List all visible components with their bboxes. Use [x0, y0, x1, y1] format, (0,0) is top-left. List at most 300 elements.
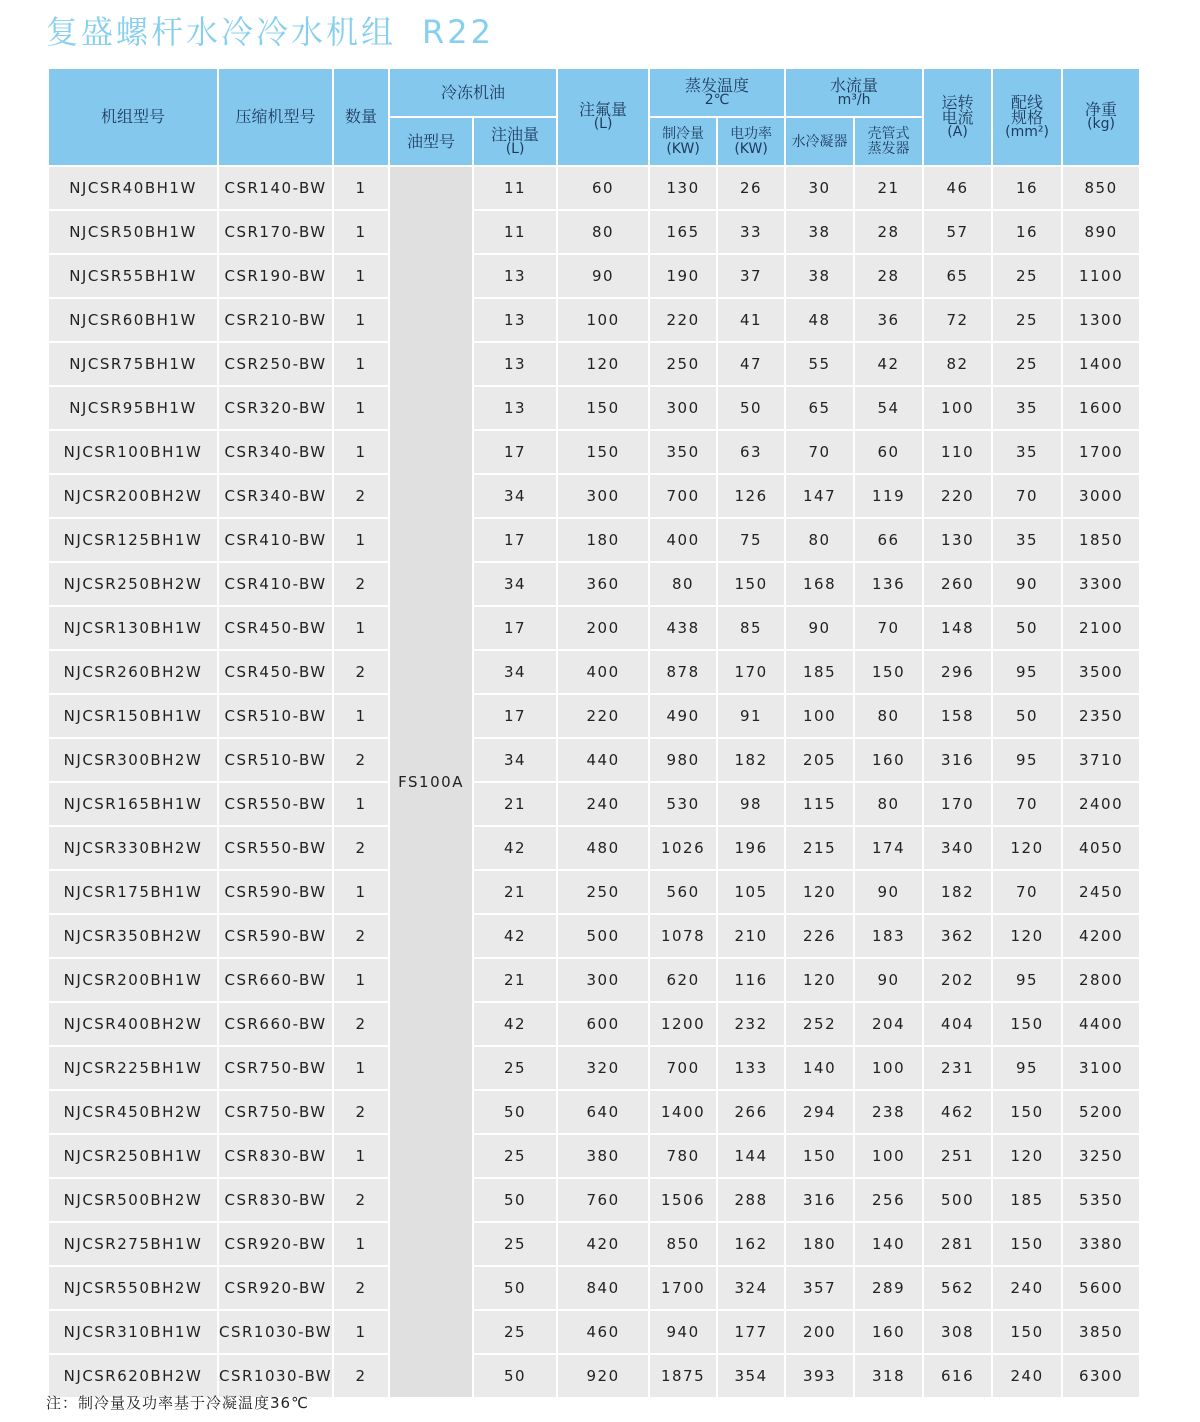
cell-net-weight: 3850 [1063, 1311, 1139, 1353]
cell-cooling-capacity: 1200 [650, 1003, 716, 1045]
cell-refrigerant-fill: 400 [558, 651, 648, 693]
cell-condenser-flow: 150 [786, 1135, 853, 1177]
cell-cooling-capacity: 1078 [650, 915, 716, 957]
cell-condenser-flow: 205 [786, 739, 853, 781]
cell-wiring-spec: 95 [993, 959, 1061, 1001]
cell-evaporator-flow: 90 [855, 959, 922, 1001]
cell-cooling-capacity: 1026 [650, 827, 716, 869]
cell-quantity: 2 [334, 1179, 388, 1221]
cell-quantity: 1 [334, 607, 388, 649]
header-running-current: 运转 电流 (A) [924, 69, 991, 165]
cell-compressor-model: CSR340-BW [219, 431, 332, 473]
cell-wiring-spec: 50 [993, 607, 1061, 649]
cell-quantity: 2 [334, 651, 388, 693]
table-row [49, 1135, 1139, 1177]
cell-compressor-model: CSR170-BW [219, 211, 332, 253]
cell-refrigerant-fill: 120 [558, 343, 648, 385]
cell-cooling-capacity: 250 [650, 343, 716, 385]
cell-cooling-capacity: 350 [650, 431, 716, 473]
cell-power-input: 170 [718, 651, 784, 693]
cell-power-input: 85 [718, 607, 784, 649]
cell-running-current: 296 [924, 651, 991, 693]
cell-power-input: 37 [718, 255, 784, 297]
cell-condenser-flow: 226 [786, 915, 853, 957]
cell-net-weight: 2100 [1063, 607, 1139, 649]
cell-unit-model: NJCSR200BH2W [49, 475, 217, 517]
cell-quantity: 2 [334, 739, 388, 781]
table-row [49, 607, 1139, 649]
cell-condenser-flow: 90 [786, 607, 853, 649]
cell-oil-fill: 25 [474, 1311, 556, 1353]
header-compressor-model: 压缩机型号 [219, 69, 332, 165]
cell-quantity: 1 [334, 959, 388, 1001]
cell-power-input: 177 [718, 1311, 784, 1353]
cell-compressor-model: CSR450-BW [219, 651, 332, 693]
cell-wiring-spec: 150 [993, 1091, 1061, 1133]
cell-wiring-spec: 16 [993, 211, 1061, 253]
cell-refrigerant-fill: 920 [558, 1355, 648, 1397]
cell-compressor-model: CSR140-BW [219, 167, 332, 209]
cell-power-input: 210 [718, 915, 784, 957]
cell-running-current: 404 [924, 1003, 991, 1045]
cell-quantity: 2 [334, 1003, 388, 1045]
cell-condenser-flow: 120 [786, 871, 853, 913]
cell-cooling-capacity: 700 [650, 1047, 716, 1089]
cell-power-input: 33 [718, 211, 784, 253]
cell-unit-model: NJCSR125BH1W [49, 519, 217, 561]
cell-quantity: 1 [334, 167, 388, 209]
cell-refrigerant-fill: 840 [558, 1267, 648, 1309]
cell-wiring-spec: 16 [993, 167, 1061, 209]
cell-running-current: 65 [924, 255, 991, 297]
cell-power-input: 105 [718, 871, 784, 913]
cell-cooling-capacity: 1700 [650, 1267, 716, 1309]
cell-oil-fill: 50 [474, 1091, 556, 1133]
cell-running-current: 46 [924, 167, 991, 209]
cell-running-current: 130 [924, 519, 991, 561]
cell-wiring-spec: 120 [993, 1135, 1061, 1177]
table-row [49, 475, 1139, 517]
cell-oil-fill: 13 [474, 299, 556, 341]
cell-net-weight: 1700 [1063, 431, 1139, 473]
cell-condenser-flow: 168 [786, 563, 853, 605]
cell-evaporator-flow: 160 [855, 739, 922, 781]
cell-quantity: 1 [334, 519, 388, 561]
cell-running-current: 158 [924, 695, 991, 737]
cell-running-current: 251 [924, 1135, 991, 1177]
cell-condenser-flow: 65 [786, 387, 853, 429]
cell-power-input: 50 [718, 387, 784, 429]
cell-unit-model: NJCSR620BH2W [49, 1355, 217, 1397]
cell-power-input: 26 [718, 167, 784, 209]
header-evap-group: 蒸发温度 2℃ [650, 69, 784, 116]
cell-unit-model: NJCSR100BH1W [49, 431, 217, 473]
cell-refrigerant-fill: 150 [558, 387, 648, 429]
cell-condenser-flow: 357 [786, 1267, 853, 1309]
cell-refrigerant-fill: 420 [558, 1223, 648, 1265]
cell-condenser-flow: 393 [786, 1355, 853, 1397]
cell-power-input: 324 [718, 1267, 784, 1309]
cell-quantity: 1 [334, 343, 388, 385]
cell-net-weight: 3100 [1063, 1047, 1139, 1089]
page-title [46, 8, 494, 56]
cell-evaporator-flow: 28 [855, 255, 922, 297]
cell-condenser-flow: 200 [786, 1311, 853, 1353]
cell-running-current: 110 [924, 431, 991, 473]
cell-condenser-flow: 70 [786, 431, 853, 473]
title-refrigerant: R22 [422, 13, 494, 51]
cell-unit-model: NJCSR550BH2W [49, 1267, 217, 1309]
table-body [49, 167, 1139, 1397]
header-condenser: 水冷凝器 [786, 118, 853, 165]
cell-running-current: 170 [924, 783, 991, 825]
cell-unit-model: NJCSR75BH1W [49, 343, 217, 385]
cell-oil-fill: 50 [474, 1267, 556, 1309]
cell-oil-fill: 34 [474, 739, 556, 781]
cell-condenser-flow: 120 [786, 959, 853, 1001]
cell-evaporator-flow: 28 [855, 211, 922, 253]
cell-refrigerant-fill: 90 [558, 255, 648, 297]
cell-cooling-capacity: 850 [650, 1223, 716, 1265]
cell-running-current: 562 [924, 1267, 991, 1309]
table-row [49, 1311, 1139, 1353]
header-oil-group: 冷冻机油 [390, 69, 556, 116]
cell-oil-fill: 42 [474, 915, 556, 957]
cell-running-current: 82 [924, 343, 991, 385]
cell-refrigerant-fill: 300 [558, 475, 648, 517]
cell-net-weight: 1100 [1063, 255, 1139, 297]
cell-running-current: 202 [924, 959, 991, 1001]
cell-oil-fill: 13 [474, 255, 556, 297]
table-row [49, 431, 1139, 473]
cell-compressor-model: CSR320-BW [219, 387, 332, 429]
table-row [49, 959, 1139, 1001]
cell-oil-fill: 17 [474, 431, 556, 473]
cell-quantity: 2 [334, 563, 388, 605]
cell-quantity: 1 [334, 695, 388, 737]
cell-quantity: 1 [334, 783, 388, 825]
cell-running-current: 462 [924, 1091, 991, 1133]
title-text: 复盛螺杆水冷冷水机组 [46, 13, 397, 51]
cell-condenser-flow: 316 [786, 1179, 853, 1221]
cell-compressor-model: CSR1030-BW [219, 1355, 332, 1397]
cell-wiring-spec: 120 [993, 915, 1061, 957]
cell-refrigerant-fill: 440 [558, 739, 648, 781]
cell-oil-fill: 42 [474, 827, 556, 869]
cell-quantity: 1 [334, 1223, 388, 1265]
table-row [49, 783, 1139, 825]
cell-oil-fill: 50 [474, 1355, 556, 1397]
cell-evaporator-flow: 100 [855, 1047, 922, 1089]
cell-evaporator-flow: 183 [855, 915, 922, 957]
table-row [49, 1223, 1139, 1265]
cell-evaporator-flow: 100 [855, 1135, 922, 1177]
cell-refrigerant-fill: 600 [558, 1003, 648, 1045]
cell-quantity: 1 [334, 387, 388, 429]
cell-running-current: 500 [924, 1179, 991, 1221]
cell-unit-model: NJCSR150BH1W [49, 695, 217, 737]
cell-compressor-model: CSR590-BW [219, 871, 332, 913]
cell-power-input: 162 [718, 1223, 784, 1265]
cell-condenser-flow: 30 [786, 167, 853, 209]
cell-quantity: 2 [334, 1091, 388, 1133]
cell-power-input: 41 [718, 299, 784, 341]
cell-unit-model: NJCSR175BH1W [49, 871, 217, 913]
cell-compressor-model: CSR920-BW [219, 1267, 332, 1309]
table-row [49, 387, 1139, 429]
cell-oil-fill: 50 [474, 1179, 556, 1221]
cell-condenser-flow: 147 [786, 475, 853, 517]
cell-net-weight: 3710 [1063, 739, 1139, 781]
cell-wiring-spec: 25 [993, 299, 1061, 341]
table-row [49, 211, 1139, 253]
cell-cooling-capacity: 878 [650, 651, 716, 693]
table-row [49, 695, 1139, 737]
cell-quantity: 2 [334, 475, 388, 517]
cell-compressor-model: CSR210-BW [219, 299, 332, 341]
table-row [49, 871, 1139, 913]
cell-running-current: 220 [924, 475, 991, 517]
table-row [49, 343, 1139, 385]
cell-wiring-spec: 120 [993, 827, 1061, 869]
cell-net-weight: 5600 [1063, 1267, 1139, 1309]
cell-refrigerant-fill: 250 [558, 871, 648, 913]
cell-refrigerant-fill: 360 [558, 563, 648, 605]
cell-compressor-model: CSR340-BW [219, 475, 332, 517]
cell-unit-model: NJCSR450BH2W [49, 1091, 217, 1133]
table-row [49, 1003, 1139, 1045]
table-row [49, 1267, 1139, 1309]
cell-wiring-spec: 95 [993, 651, 1061, 693]
cell-refrigerant-fill: 100 [558, 299, 648, 341]
cell-unit-model: NJCSR95BH1W [49, 387, 217, 429]
cell-quantity: 2 [334, 915, 388, 957]
cell-power-input: 75 [718, 519, 784, 561]
cell-compressor-model: CSR450-BW [219, 607, 332, 649]
cell-net-weight: 2400 [1063, 783, 1139, 825]
cell-net-weight: 3250 [1063, 1135, 1139, 1177]
table-row [49, 255, 1139, 297]
cell-net-weight: 890 [1063, 211, 1139, 253]
table-row [49, 827, 1139, 869]
cell-oil-fill: 34 [474, 475, 556, 517]
cell-evaporator-flow: 80 [855, 695, 922, 737]
table-row [49, 739, 1139, 781]
cell-running-current: 148 [924, 607, 991, 649]
cell-compressor-model: CSR750-BW [219, 1091, 332, 1133]
cell-oil-fill: 21 [474, 783, 556, 825]
cell-quantity: 1 [334, 871, 388, 913]
cell-running-current: 72 [924, 299, 991, 341]
cell-wiring-spec: 95 [993, 739, 1061, 781]
header-unit-model: 机组型号 [49, 69, 217, 165]
cell-evaporator-flow: 174 [855, 827, 922, 869]
cell-net-weight: 1300 [1063, 299, 1139, 341]
cell-unit-model: NJCSR400BH2W [49, 1003, 217, 1045]
cell-running-current: 308 [924, 1311, 991, 1353]
cell-condenser-flow: 252 [786, 1003, 853, 1045]
cell-cooling-capacity: 620 [650, 959, 716, 1001]
cell-unit-model: NJCSR350BH2W [49, 915, 217, 957]
cell-condenser-flow: 100 [786, 695, 853, 737]
cell-power-input: 232 [718, 1003, 784, 1045]
cell-compressor-model: CSR830-BW [219, 1179, 332, 1221]
cell-evaporator-flow: 204 [855, 1003, 922, 1045]
cell-condenser-flow: 185 [786, 651, 853, 693]
cell-wiring-spec: 70 [993, 871, 1061, 913]
cell-unit-model: NJCSR500BH2W [49, 1179, 217, 1221]
cell-wiring-spec: 35 [993, 519, 1061, 561]
table-row [49, 1179, 1139, 1221]
cell-quantity: 2 [334, 1355, 388, 1397]
cell-refrigerant-fill: 220 [558, 695, 648, 737]
footnote: 注：制冷量及功率基于冷凝温度36℃ [46, 1394, 309, 1412]
cell-net-weight: 850 [1063, 167, 1139, 209]
cell-refrigerant-fill: 480 [558, 827, 648, 869]
cell-evaporator-flow: 66 [855, 519, 922, 561]
header-water-flow-group: 水流量 m³/h [786, 69, 922, 116]
cell-compressor-model: CSR550-BW [219, 827, 332, 869]
cell-net-weight: 2350 [1063, 695, 1139, 737]
cell-running-current: 231 [924, 1047, 991, 1089]
cell-power-input: 47 [718, 343, 784, 385]
cell-wiring-spec: 90 [993, 563, 1061, 605]
cell-net-weight: 3300 [1063, 563, 1139, 605]
cell-oil-fill: 17 [474, 519, 556, 561]
cell-unit-model: NJCSR300BH2W [49, 739, 217, 781]
cell-oil-fill: 13 [474, 343, 556, 385]
cell-cooling-capacity: 940 [650, 1311, 716, 1353]
cell-cooling-capacity: 300 [650, 387, 716, 429]
cell-power-input: 196 [718, 827, 784, 869]
cell-quantity: 2 [334, 1267, 388, 1309]
cell-unit-model: NJCSR200BH1W [49, 959, 217, 1001]
cell-running-current: 340 [924, 827, 991, 869]
cell-evaporator-flow: 60 [855, 431, 922, 473]
cell-evaporator-flow: 140 [855, 1223, 922, 1265]
header-wiring-spec: 配线 规格 (mm²) [993, 69, 1061, 165]
cell-refrigerant-fill: 180 [558, 519, 648, 561]
cell-power-input: 126 [718, 475, 784, 517]
cell-quantity: 1 [334, 299, 388, 341]
cell-power-input: 91 [718, 695, 784, 737]
cell-refrigerant-fill: 150 [558, 431, 648, 473]
cell-wiring-spec: 70 [993, 783, 1061, 825]
cell-compressor-model: CSR1030-BW [219, 1311, 332, 1353]
header-oil-fill: 注油量 (L) [474, 118, 556, 165]
table-row [49, 167, 1139, 209]
cell-net-weight: 6300 [1063, 1355, 1139, 1397]
cell-oil-fill: 17 [474, 607, 556, 649]
cell-wiring-spec: 185 [993, 1179, 1061, 1221]
cell-condenser-flow: 55 [786, 343, 853, 385]
cell-evaporator-flow: 54 [855, 387, 922, 429]
cell-running-current: 616 [924, 1355, 991, 1397]
cell-running-current: 281 [924, 1223, 991, 1265]
cell-refrigerant-fill: 240 [558, 783, 648, 825]
cell-condenser-flow: 180 [786, 1223, 853, 1265]
cell-evaporator-flow: 70 [855, 607, 922, 649]
header-refrigerant-fill: 注氟量 (L) [558, 69, 648, 165]
table-row [49, 519, 1139, 561]
cell-net-weight: 2800 [1063, 959, 1139, 1001]
cell-condenser-flow: 294 [786, 1091, 853, 1133]
table-row [49, 651, 1139, 693]
cell-unit-model: NJCSR225BH1W [49, 1047, 217, 1089]
cell-compressor-model: CSR750-BW [219, 1047, 332, 1089]
cell-power-input: 182 [718, 739, 784, 781]
cell-oil-fill: 42 [474, 1003, 556, 1045]
cell-unit-model: NJCSR40BH1W [49, 167, 217, 209]
cell-refrigerant-fill: 380 [558, 1135, 648, 1177]
cell-refrigerant-fill: 320 [558, 1047, 648, 1089]
cell-compressor-model: CSR590-BW [219, 915, 332, 957]
cell-refrigerant-fill: 460 [558, 1311, 648, 1353]
cell-power-input: 266 [718, 1091, 784, 1133]
cell-compressor-model: CSR830-BW [219, 1135, 332, 1177]
header-quantity: 数量 [334, 69, 388, 165]
cell-wiring-spec: 240 [993, 1267, 1061, 1309]
cell-net-weight: 1600 [1063, 387, 1139, 429]
cell-cooling-capacity: 220 [650, 299, 716, 341]
cell-refrigerant-fill: 60 [558, 167, 648, 209]
cell-evaporator-flow: 36 [855, 299, 922, 341]
cell-condenser-flow: 48 [786, 299, 853, 341]
cell-wiring-spec: 95 [993, 1047, 1061, 1089]
cell-cooling-capacity: 400 [650, 519, 716, 561]
cell-unit-model: NJCSR130BH1W [49, 607, 217, 649]
cell-wiring-spec: 50 [993, 695, 1061, 737]
cell-evaporator-flow: 256 [855, 1179, 922, 1221]
cell-oil-fill: 17 [474, 695, 556, 737]
table-row [49, 1091, 1139, 1133]
cell-oil-fill: 21 [474, 959, 556, 1001]
cell-running-current: 57 [924, 211, 991, 253]
cell-unit-model: NJCSR310BH1W [49, 1311, 217, 1353]
cell-oil-fill: 21 [474, 871, 556, 913]
cell-refrigerant-fill: 300 [558, 959, 648, 1001]
cell-power-input: 288 [718, 1179, 784, 1221]
cell-net-weight: 4200 [1063, 915, 1139, 957]
table-row [49, 563, 1139, 605]
header-cooling-capacity: 制冷量 (KW) [650, 118, 716, 165]
cell-evaporator-flow: 160 [855, 1311, 922, 1353]
cell-net-weight: 2450 [1063, 871, 1139, 913]
cell-unit-model: NJCSR60BH1W [49, 299, 217, 341]
cell-cooling-capacity: 980 [650, 739, 716, 781]
cell-oil-fill: 11 [474, 211, 556, 253]
cell-net-weight: 1400 [1063, 343, 1139, 385]
cell-net-weight: 3000 [1063, 475, 1139, 517]
cell-evaporator-flow: 21 [855, 167, 922, 209]
cell-compressor-model: CSR190-BW [219, 255, 332, 297]
header-power-input: 电功率 (KW) [718, 118, 784, 165]
cell-power-input: 150 [718, 563, 784, 605]
cell-compressor-model: CSR410-BW [219, 563, 332, 605]
cell-oil-fill: 25 [474, 1047, 556, 1089]
cell-net-weight: 4400 [1063, 1003, 1139, 1045]
cell-evaporator-flow: 289 [855, 1267, 922, 1309]
cell-unit-model: NJCSR50BH1W [49, 211, 217, 253]
cell-quantity: 2 [334, 827, 388, 869]
cell-wiring-spec: 150 [993, 1003, 1061, 1045]
cell-cooling-capacity: 1506 [650, 1179, 716, 1221]
cell-oil-fill: 25 [474, 1223, 556, 1265]
cell-unit-model: NJCSR275BH1W [49, 1223, 217, 1265]
cell-compressor-model: CSR250-BW [219, 343, 332, 385]
cell-evaporator-flow: 318 [855, 1355, 922, 1397]
cell-condenser-flow: 38 [786, 255, 853, 297]
